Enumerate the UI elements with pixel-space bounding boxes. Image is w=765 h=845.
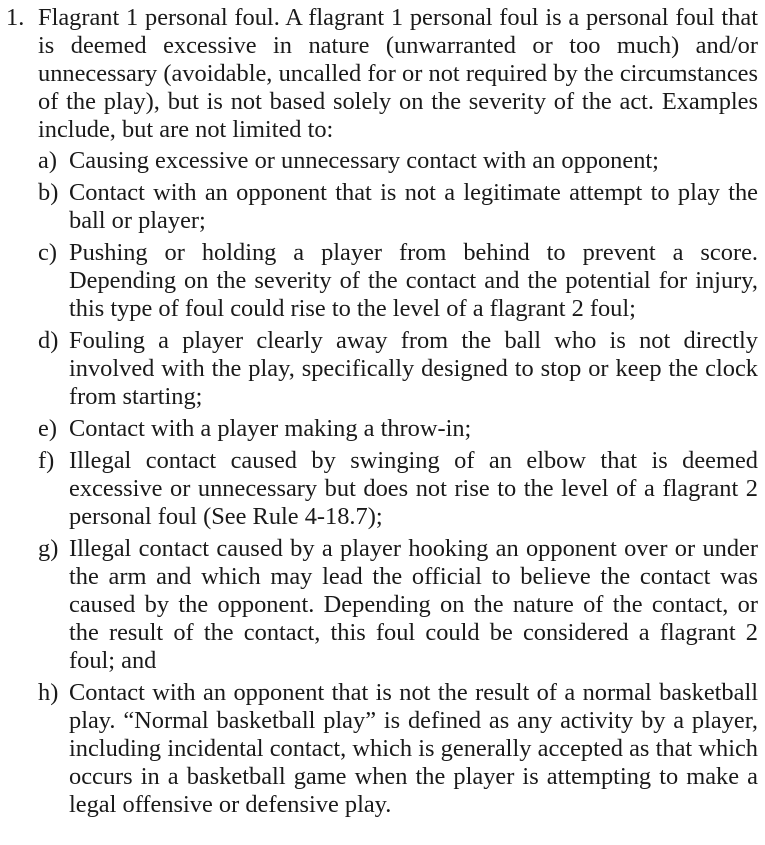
rule-paragraph: Flagrant 1 personal foul. A flagrant 1 personal foul is a personal foul that is deemed excessive in nature (unwarranted or too much) and/or unnecessary (avoidable, uncalled for or not required by the circumstances of the play), but is not based solely on the severity of the act. Examples include, but are not limited to:: [38, 4, 758, 143]
list-item-f: [38, 447, 758, 531]
list-item-letter: c): [38, 239, 57, 266]
list-item-text: Contact with an opponent that is not the result of a normal basketball play. “Normal basketball play” is defined as any activity by a player, including incidental contact, which is generally accepted as that which occurs in a basketball game when the player is attempting to make a legal offensive or defensive play.: [69, 679, 758, 818]
list-item-g: [38, 535, 758, 675]
list-item-letter: d): [38, 327, 59, 354]
rule-number: 1.: [6, 4, 25, 31]
list-item-b: [38, 179, 758, 235]
list-item-letter: e): [38, 415, 57, 442]
examples-list: [38, 147, 758, 819]
list-item-text: Illegal contact caused by swinging of an elbow that is deemed excessive or unnecessary but does not rise to the level of a flagrant 2 personal foul (See Rule 4-18.7);: [69, 447, 758, 530]
list-item-letter: a): [38, 147, 57, 174]
list-item-letter: h): [38, 679, 59, 706]
list-item-text: Contact with a player making a throw-in;: [69, 415, 472, 442]
list-item-text: Fouling a player clearly away from the ball who is not directly involved with the play, specifically designed to stop or keep the clock from starting;: [69, 327, 758, 410]
list-item-e: [38, 415, 758, 443]
rule-flagrant-1: [6, 4, 758, 823]
list-item-d: [38, 327, 758, 411]
list-item-text: Contact with an opponent that is not a legitimate attempt to play the ball or player;: [69, 179, 758, 234]
list-item-text: Pushing or holding a player from behind to prevent a score. Depending on the severity of the contact and the potential for injury, this type of foul could rise to the level of a flagrant 2 foul;: [69, 239, 758, 322]
list-item-letter: f): [38, 447, 55, 474]
list-item-text: Illegal contact caused by a player hooking an opponent over or under the arm and which may lead the official to believe the contact was caused by the opponent. Depending on the nature of the contact, or the result of the contact, this foul could be considered a flagrant 2 foul; and: [69, 535, 758, 674]
list-item-letter: b): [38, 179, 59, 206]
list-item-letter: g): [38, 535, 59, 562]
list-item-c: [38, 239, 758, 323]
rule-body: [38, 4, 758, 823]
list-item-a: [38, 147, 758, 175]
document-page: [6, 4, 758, 823]
list-item-h: [38, 679, 758, 819]
list-item-text: Causing excessive or unnecessary contact with an opponent;: [69, 147, 659, 174]
